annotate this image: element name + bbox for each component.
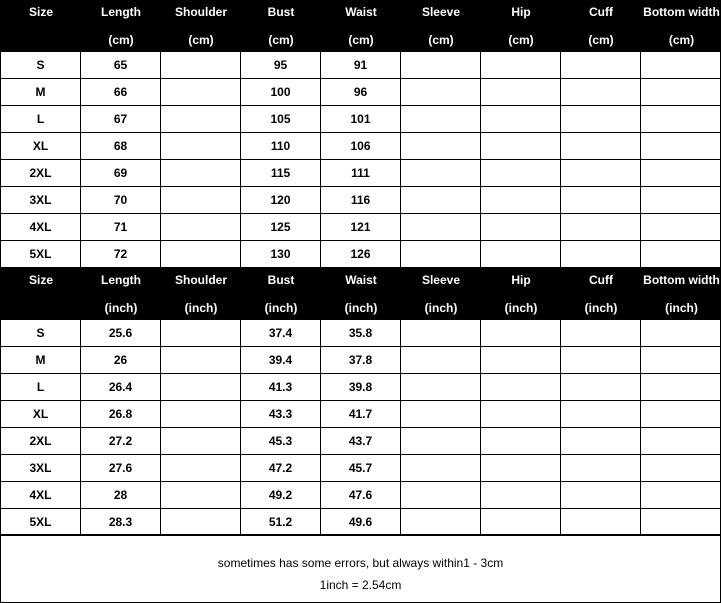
column-header	[1, 0, 81, 52]
measurement-cell	[641, 401, 721, 427]
table-row	[1, 241, 720, 268]
table-row	[1, 106, 720, 133]
column-header	[161, 0, 241, 52]
measurement-cell	[481, 401, 561, 427]
measurement-cell	[161, 455, 241, 481]
measurement-cell	[161, 52, 241, 78]
measurement-cell: 43.3	[241, 401, 321, 427]
measurement-cell: 25.6	[81, 320, 161, 346]
measurement-cell	[161, 482, 241, 508]
measurement-cell	[481, 374, 561, 400]
measurement-cell	[561, 160, 641, 186]
measurement-cell	[641, 428, 721, 454]
column-header-unit: (inch)	[184, 301, 218, 315]
column-header	[401, 268, 481, 320]
table-row	[1, 187, 720, 214]
measurement-cell: 100	[241, 79, 321, 105]
footer-note-box	[0, 534, 721, 603]
column-header-name: Bottom width	[643, 5, 720, 19]
measurement-cell	[161, 106, 241, 132]
column-header-unit: (inch)	[665, 301, 698, 315]
column-header-name: Cuff	[589, 5, 613, 19]
measurement-cell	[481, 52, 561, 78]
measurement-cell: 116	[321, 187, 401, 213]
measurement-cell	[161, 79, 241, 105]
measurement-cell	[401, 187, 481, 213]
column-header	[81, 268, 161, 320]
measurement-cell	[401, 455, 481, 481]
measurement-cell: 27.6	[81, 455, 161, 481]
measurement-cell	[481, 455, 561, 481]
measurement-cell	[161, 133, 241, 159]
column-header-unit: (inch)	[504, 301, 538, 315]
measurement-cell	[561, 133, 641, 159]
measurement-cell	[561, 509, 641, 535]
column-header	[641, 268, 721, 320]
measurement-cell: 43.7	[321, 428, 401, 454]
measurement-cell	[641, 241, 721, 267]
size-label-cell: S	[1, 52, 81, 78]
column-header	[481, 0, 561, 52]
column-header-name: Size	[28, 5, 53, 19]
measurement-cell	[401, 133, 481, 159]
measurement-cell: 110	[241, 133, 321, 159]
measurement-cell: 91	[321, 52, 401, 78]
measurement-cell	[481, 160, 561, 186]
measurement-cell	[161, 347, 241, 373]
measurement-cell	[481, 133, 561, 159]
measurement-cell: 35.8	[321, 320, 401, 346]
measurement-cell: 95	[241, 52, 321, 78]
measurement-cell: 28	[81, 482, 161, 508]
table-row	[1, 79, 720, 106]
measurement-cell: 51.2	[241, 509, 321, 535]
size-label-cell: 4XL	[1, 482, 81, 508]
measurement-cell	[481, 347, 561, 373]
unit-conversion-note: 1inch = 2.54cm	[319, 578, 402, 592]
table-row	[1, 214, 720, 241]
measurement-cell	[641, 320, 721, 346]
measurement-cell	[641, 187, 721, 213]
measurement-cell: 41.7	[321, 401, 401, 427]
measurement-cell	[561, 241, 641, 267]
measurement-cell	[481, 241, 561, 267]
table-row	[1, 509, 720, 536]
table-row	[1, 347, 720, 374]
measurement-cell: 37.8	[321, 347, 401, 373]
measurement-cell	[561, 214, 641, 240]
measurement-cell	[481, 509, 561, 535]
size-label-cell: 2XL	[1, 428, 81, 454]
measurement-cell	[161, 187, 241, 213]
measurement-cell	[561, 106, 641, 132]
measurement-cell	[561, 482, 641, 508]
measurement-cell	[161, 320, 241, 346]
size-label-cell: S	[1, 320, 81, 346]
measurement-cell: 71	[81, 214, 161, 240]
measurement-cell	[641, 52, 721, 78]
column-header	[161, 268, 241, 320]
measurement-cell: 101	[321, 106, 401, 132]
measurement-cell	[161, 241, 241, 267]
measurement-cell	[481, 482, 561, 508]
column-header	[81, 0, 161, 52]
measurement-cell	[401, 374, 481, 400]
measurement-cell: 125	[241, 214, 321, 240]
measurement-cell	[161, 374, 241, 400]
measurement-cell	[641, 455, 721, 481]
column-header-name: Bust	[267, 5, 295, 19]
cm-table-body	[0, 52, 721, 268]
column-header-unit: (inch)	[344, 301, 378, 315]
size-label-cell: 2XL	[1, 160, 81, 186]
column-header-name: Bottom width	[643, 273, 720, 287]
column-header-name: Sleeve	[421, 273, 461, 287]
measurement-cell	[161, 160, 241, 186]
column-header-unit: (cm)	[428, 33, 454, 47]
measurement-cell	[641, 214, 721, 240]
column-header-unit: (cm)	[268, 33, 294, 47]
measurement-cell	[481, 79, 561, 105]
cm-table	[0, 0, 721, 268]
table-row	[1, 160, 720, 187]
measurement-cell	[561, 401, 641, 427]
column-header	[401, 0, 481, 52]
table-row	[1, 401, 720, 428]
measurement-cell	[561, 374, 641, 400]
table-row	[1, 428, 720, 455]
measurement-cell	[561, 187, 641, 213]
measurement-cell	[561, 455, 641, 481]
measurement-cell	[481, 214, 561, 240]
measurement-cell	[401, 106, 481, 132]
measurement-cell: 72	[81, 241, 161, 267]
measurement-cell	[641, 347, 721, 373]
measurement-cell	[561, 428, 641, 454]
measurement-cell: 67	[81, 106, 161, 132]
measurement-cell: 28.3	[81, 509, 161, 535]
column-header-name: Bust	[267, 273, 295, 287]
measurement-cell	[641, 133, 721, 159]
column-header	[561, 0, 641, 52]
measurement-cell	[641, 79, 721, 105]
column-header-unit: (inch)	[424, 301, 458, 315]
measurement-cell: 49.2	[241, 482, 321, 508]
column-header-unit: (cm)	[588, 33, 614, 47]
column-header	[241, 268, 321, 320]
column-header-name: Size	[28, 273, 53, 287]
size-label-cell: 3XL	[1, 455, 81, 481]
measurement-cell: 66	[81, 79, 161, 105]
column-header	[1, 268, 81, 320]
measurement-cell	[401, 401, 481, 427]
measurement-cell: 70	[81, 187, 161, 213]
size-label-cell: 5XL	[1, 509, 81, 535]
column-header	[321, 268, 401, 320]
measurement-cell: 45.7	[321, 455, 401, 481]
table-row	[1, 374, 720, 401]
measurement-cell	[481, 106, 561, 132]
table-row	[1, 52, 720, 79]
measurement-cell	[481, 320, 561, 346]
measurement-cell	[401, 214, 481, 240]
measurement-cell	[561, 347, 641, 373]
measurement-cell: 65	[81, 52, 161, 78]
measurement-cell	[481, 187, 561, 213]
measurement-cell	[161, 509, 241, 535]
measurement-cell	[401, 79, 481, 105]
table-row	[1, 482, 720, 509]
measurement-cell	[161, 401, 241, 427]
measurement-cell	[641, 160, 721, 186]
measurement-cell: 121	[321, 214, 401, 240]
column-header-name: Length	[101, 5, 141, 19]
table-row	[1, 455, 720, 482]
size-label-cell: L	[1, 374, 81, 400]
column-header	[241, 0, 321, 52]
measurement-cell	[481, 428, 561, 454]
measurement-cell: 111	[321, 160, 401, 186]
measurement-cell	[401, 428, 481, 454]
column-header-name: Shoulder	[174, 273, 227, 287]
measurement-cell: 106	[321, 133, 401, 159]
measurement-cell	[401, 509, 481, 535]
measurement-cell: 68	[81, 133, 161, 159]
measurement-cell: 45.3	[241, 428, 321, 454]
size-label-cell: 5XL	[1, 241, 81, 267]
measurement-cell	[401, 160, 481, 186]
measurement-cell: 47.2	[241, 455, 321, 481]
inch-table-body	[0, 320, 721, 536]
measurement-cell: 39.4	[241, 347, 321, 373]
column-header-name: Hip	[511, 5, 531, 19]
table-row	[1, 320, 720, 347]
measurement-cell: 126	[321, 241, 401, 267]
measurement-cell: 115	[241, 160, 321, 186]
column-header-name: Length	[101, 273, 141, 287]
measurement-cell: 26	[81, 347, 161, 373]
inch-table-header	[0, 268, 721, 320]
measurement-cell: 41.3	[241, 374, 321, 400]
measurement-cell	[561, 79, 641, 105]
cm-table-header	[0, 0, 721, 52]
measurement-cell: 37.4	[241, 320, 321, 346]
measurement-cell: 26.8	[81, 401, 161, 427]
column-header-name: Cuff	[589, 273, 613, 287]
measurement-cell: 39.8	[321, 374, 401, 400]
measurement-cell	[161, 214, 241, 240]
size-label-cell: M	[1, 79, 81, 105]
column-header-name: Waist	[345, 273, 377, 287]
column-header-unit: (cm)	[668, 33, 695, 47]
column-header	[481, 268, 561, 320]
measurement-cell	[401, 482, 481, 508]
measurement-cell	[561, 320, 641, 346]
measurement-cell: 96	[321, 79, 401, 105]
column-header-name: Sleeve	[421, 5, 461, 19]
measurement-cell	[401, 320, 481, 346]
measurement-cell: 27.2	[81, 428, 161, 454]
column-header	[321, 0, 401, 52]
measurement-cell: 69	[81, 160, 161, 186]
table-row	[1, 133, 720, 160]
size-label-cell: 4XL	[1, 214, 81, 240]
column-header-name: Shoulder	[174, 5, 227, 19]
measurement-cell	[641, 106, 721, 132]
tolerance-note: sometimes has some errors, but always within1 - 3cm	[217, 556, 504, 570]
measurement-cell: 105	[241, 106, 321, 132]
column-header-unit: (inch)	[584, 301, 618, 315]
measurement-cell: 120	[241, 187, 321, 213]
size-label-cell: XL	[1, 133, 81, 159]
inch-table	[0, 268, 721, 536]
measurement-cell: 49.6	[321, 509, 401, 535]
measurement-cell	[401, 52, 481, 78]
measurement-cell	[641, 509, 721, 535]
measurement-cell	[641, 482, 721, 508]
column-header	[641, 0, 721, 52]
column-header	[561, 268, 641, 320]
column-header-unit: (cm)	[108, 33, 134, 47]
measurement-cell	[401, 241, 481, 267]
size-label-cell: L	[1, 106, 81, 132]
column-header-unit: (cm)	[188, 33, 214, 47]
column-header-unit: (cm)	[348, 33, 374, 47]
measurement-cell	[561, 52, 641, 78]
measurement-cell	[641, 374, 721, 400]
measurement-cell	[401, 347, 481, 373]
measurement-cell: 26.4	[81, 374, 161, 400]
column-header-unit: (inch)	[264, 301, 298, 315]
size-label-cell: XL	[1, 401, 81, 427]
column-header-name: Waist	[345, 5, 377, 19]
measurement-cell	[161, 428, 241, 454]
column-header-name: Hip	[511, 273, 531, 287]
size-label-cell: 3XL	[1, 187, 81, 213]
column-header-unit: (inch)	[104, 301, 138, 315]
column-header-unit: (cm)	[508, 33, 534, 47]
measurement-cell: 130	[241, 241, 321, 267]
measurement-cell: 47.6	[321, 482, 401, 508]
size-label-cell: M	[1, 347, 81, 373]
